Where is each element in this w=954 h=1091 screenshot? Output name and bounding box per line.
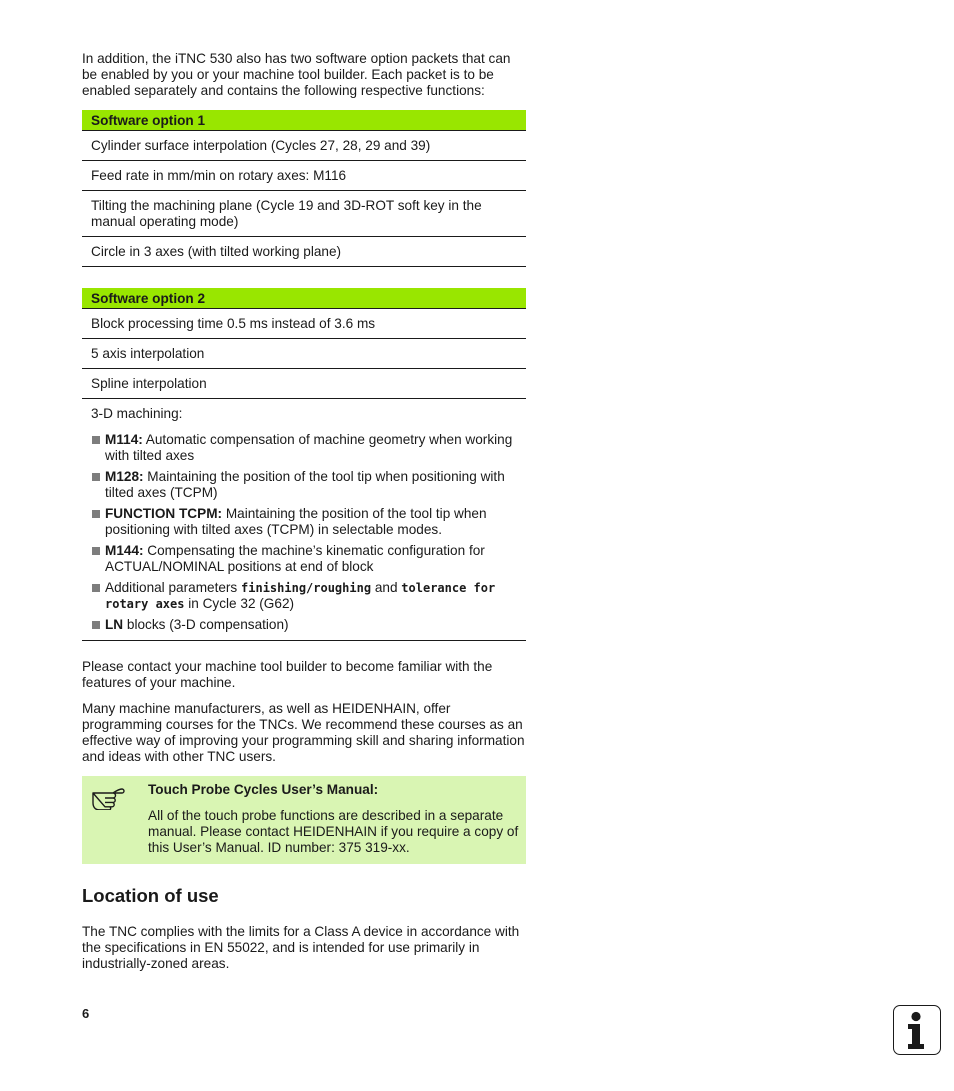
intro-paragraph: In addition, the iTNC 530 also has two software option packets that can be enabled by you or your machine tool builder. Each packet is to be enabled separately and contains the following respective functions:: [82, 51, 511, 98]
list-item: M128: Maintaining the position of the tool tip when positioning with tilted axes (TCPM): [91, 469, 514, 501]
list-item: M144: Compensating the machine’s kinematic configuration for ACTUAL/NOMINAL positions at end of block: [91, 543, 514, 575]
table-row: 5 axis interpolation: [82, 339, 526, 369]
info-glyph-icon: [894, 1006, 939, 1053]
bullet-square-icon: [92, 547, 100, 555]
page-number: 6: [82, 1006, 90, 1021]
list-item: LN blocks (3-D compensation): [91, 617, 514, 633]
table-row-3d-machining: [82, 399, 526, 641]
machining-label: 3-D machining:: [91, 406, 183, 421]
table-row: Circle in 3 axes (with tilted working plane): [82, 237, 526, 267]
note-text: All of the touch probe functions are described in a separate manual. Please contact HEIDENHAIN if you require a copy of this User’s Manual. ID number: 375 319-xx.: [148, 808, 519, 855]
software-option-2-table: [82, 288, 526, 641]
bullet-square-icon: [92, 621, 100, 629]
note-box: [82, 776, 526, 864]
bullet-square-icon: [92, 436, 100, 444]
section-heading: Location of use: [82, 885, 219, 906]
list-item: FUNCTION TCPM: Maintaining the position of the tool tip when positioning with tilted axes (TCPM) in selectable modes.: [91, 506, 514, 538]
note-title: Touch Probe Cycles User’s Manual:: [148, 782, 379, 797]
info-icon: [893, 1005, 941, 1055]
table-row: Tilting the machining plane (Cycle 19 and 3D-ROT soft key in the manual operating mode): [82, 191, 526, 237]
machining-bullet-list: [91, 432, 514, 633]
table-row: Spline interpolation: [82, 369, 526, 399]
location-paragraph: The TNC complies with the limits for a Class A device in accordance with the specifications in EN 55022, and is intended for use primarily in industrially-zoned areas.: [82, 924, 520, 971]
table-row: Block processing time 0.5 ms instead of 3.6 ms: [82, 309, 526, 339]
table-header: Software option 1: [82, 110, 526, 131]
software-option-1-table: [82, 110, 526, 267]
list-item: M114: Automatic compensation of machine geometry when working with tilted axes: [91, 432, 514, 464]
bullet-square-icon: [92, 473, 100, 481]
bullet-square-icon: [92, 584, 100, 592]
contact-paragraph: Please contact your machine tool builder to become familiar with the features of your machine.: [82, 659, 493, 690]
list-item: Additional parameters finishing/roughing and tolerance for rotary axes in Cycle 32 (G62): [91, 580, 514, 612]
table-row: Cylinder surface interpolation (Cycles 27, 28, 29 and 39): [82, 131, 526, 161]
courses-paragraph: Many machine manufacturers, as well as HEIDENHAIN, offer programming courses for the TNCs. We recommend these courses as an effective way of improving your programming skill and sharing information and ideas with other TNC users.: [82, 701, 525, 764]
table-row: Feed rate in mm/min on rotary axes: M116: [82, 161, 526, 191]
table-header: Software option 2: [82, 288, 526, 309]
bullet-square-icon: [92, 510, 100, 518]
pointing-hand-icon: [91, 784, 127, 810]
